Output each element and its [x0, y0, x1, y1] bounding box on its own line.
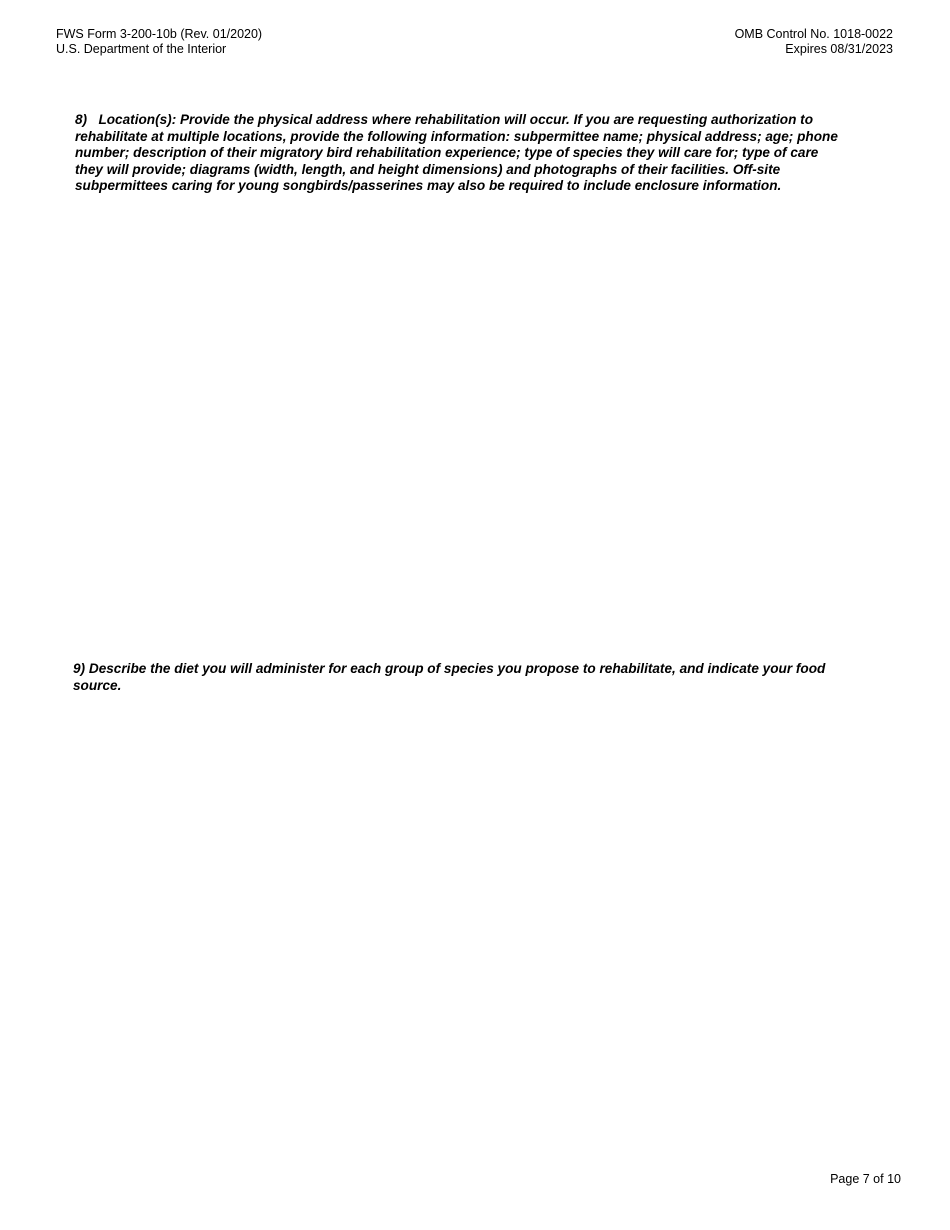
question-8 — [75, 112, 845, 195]
omb-control-number: OMB Control No. 1018-0022 — [734, 27, 893, 41]
form-id: FWS Form 3-200-10b (Rev. 01/2020) — [56, 27, 263, 41]
question-9-answer-area[interactable] — [75, 700, 845, 1160]
question-8-number: 8) — [75, 112, 88, 127]
department-name: U.S. Department of the Interior — [56, 42, 227, 56]
page-number: Page 7 of 10 — [830, 1172, 901, 1186]
expiration-date: Expires 08/31/2023 — [785, 42, 893, 56]
form-header-right — [735, 27, 893, 57]
question-9 — [73, 661, 848, 694]
question-8-answer-area[interactable] — [75, 200, 845, 650]
question-9-text: Describe the diet you will administer for each group of species you propose to rehabilitate, and indicate your food source. — [73, 661, 826, 693]
question-8-text: Location(s): Provide the physical address where rehabilitation will occur. If you are requesting authorization to rehabilitate at multiple locations, provide the following information: subpermittee name; physical address; age; phone number; description of their migratory bird rehabilitation experience; type of species they will care for; type of care they will provide; diagrams (width, length, and height dimensions) and photographs of their facilities. Off-site subpermittees caring for young songbirds/passerines may also be required to include enclosure information. — [75, 112, 838, 193]
question-9-number: 9) — [73, 661, 86, 676]
form-header-left — [56, 27, 262, 57]
